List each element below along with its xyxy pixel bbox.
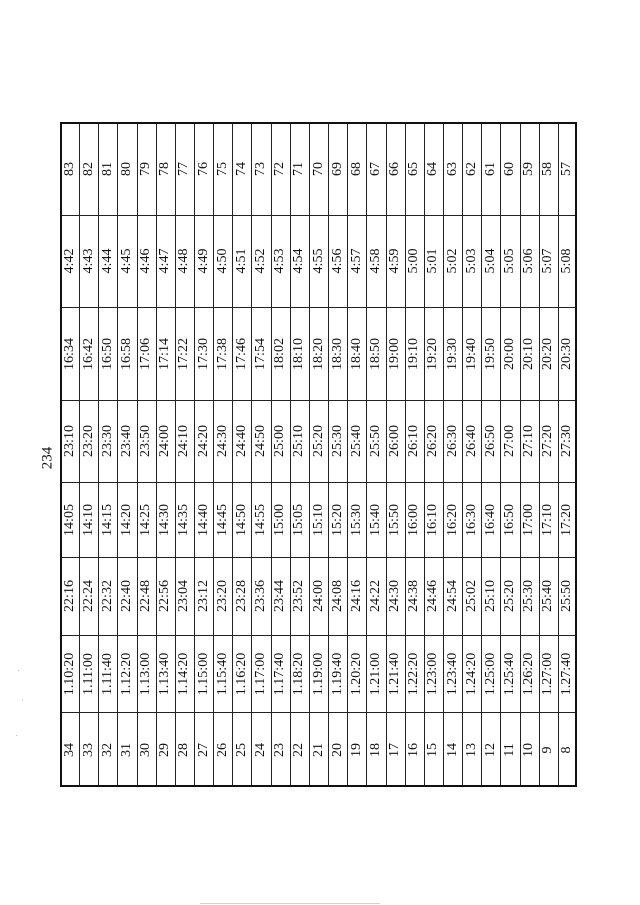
table-cell-text: 1.19:00	[310, 652, 326, 695]
table-cell-text: 15:05	[291, 503, 307, 536]
table-cell-text: 25:20	[501, 580, 517, 612]
table-cell-text: 24:38	[406, 580, 422, 612]
table-row-divider	[194, 122, 195, 787]
table-cell-text: 24:16	[348, 580, 364, 612]
table-cell-text: 26:20	[425, 425, 441, 457]
table-cell-text: 24:40	[233, 425, 249, 457]
table-cell-text: 23:40	[119, 425, 135, 457]
table-cell-text: 31	[119, 742, 135, 757]
table-cell-text: 68	[348, 161, 364, 176]
table-cell-text: 24:20	[195, 425, 211, 457]
table-cell-text: 79	[138, 161, 154, 176]
table-cell-text: 27:10	[521, 425, 537, 457]
page-number-text: 234	[39, 446, 56, 470]
table-cell-text: 17:22	[176, 337, 192, 370]
table-cell-text: 22:56	[157, 580, 173, 612]
table-cell-text: 26	[214, 742, 230, 757]
table-cell-text: 24:00	[157, 425, 173, 457]
scan-artifact	[16, 735, 17, 736]
table-cell-text: 64	[425, 161, 441, 176]
table-cell-text: 27	[195, 742, 211, 757]
table-cell-text: 25:02	[463, 580, 479, 612]
table-cell-text: 26:50	[482, 425, 498, 457]
table-cell-text: 27:00	[501, 425, 517, 457]
table-cell-text: 11	[501, 742, 517, 757]
table-cell-text: 17:46	[233, 337, 249, 370]
table-cell-text: 22:48	[138, 580, 154, 612]
table-cell-text: 8	[559, 746, 575, 753]
table-cell-text: 1.19:40	[329, 652, 345, 695]
table-cell-text: 1.22:20	[406, 652, 422, 695]
table-cell-text: 1.13:40	[157, 652, 173, 695]
table-cell-text: 23:52	[291, 580, 307, 612]
table-cell-text: 5:05	[501, 248, 517, 274]
table-cell-text: 1.10:20	[61, 652, 77, 695]
table-cell-text: 15:50	[387, 503, 403, 536]
table-cell-text: 5:02	[444, 248, 460, 274]
table-cell-text: 15:00	[272, 503, 288, 536]
table-cell-text: 75	[214, 161, 230, 176]
table-cell-text: 28	[176, 742, 192, 757]
table-cell-text: 4:55	[310, 248, 326, 274]
table-cell-text: 15	[425, 742, 441, 757]
table-cell-text: 23:10	[61, 425, 77, 457]
table-cell-text: 82	[80, 161, 96, 176]
table-row-divider	[462, 122, 463, 787]
table-cell-text: 1.16:20	[233, 652, 249, 695]
table-cell-text: 1.27:40	[559, 652, 575, 695]
table-cell-text: 24:46	[425, 580, 441, 612]
table-cell-text: 57	[559, 161, 575, 176]
table-cell-text: 24:08	[329, 580, 345, 612]
table-cell-text: 22:32	[99, 580, 115, 612]
table-cell-text: 71	[291, 161, 307, 176]
table-cell-text: 4:54	[291, 248, 307, 274]
table-cell-text: 17:20	[559, 503, 575, 536]
table-cell-text: 14:50	[233, 503, 249, 536]
table-cell-text: 4:45	[119, 248, 135, 274]
table-cell-text: 16:42	[80, 337, 96, 370]
table-cell-text: 32	[99, 742, 115, 757]
table-cell-text: 16:10	[425, 503, 441, 536]
table-cell-text: 25:30	[521, 580, 537, 612]
table-cell-text: 1.11:00	[80, 652, 96, 695]
table-cell-text: 18:20	[310, 337, 326, 370]
table-cell-text: 26:10	[406, 425, 422, 457]
table-cell-text: 5:01	[425, 248, 441, 274]
table-cell-text: 16:20	[444, 503, 460, 536]
table-cell-text: 5:00	[406, 248, 422, 274]
table-cell-text: 34	[61, 742, 77, 757]
table-cell-text: 72	[272, 161, 288, 176]
table-cell-text: 14:20	[119, 503, 135, 536]
table-cell-text: 4:46	[138, 248, 154, 274]
table-cell-text: 5:03	[463, 248, 479, 274]
table-cell-text: 58	[540, 161, 556, 176]
table-cell-text: 14:10	[80, 503, 96, 536]
table-cell-text: 19:20	[425, 337, 441, 370]
table-cell-text: 17:30	[195, 337, 211, 370]
table-cell-text: 18:10	[291, 337, 307, 370]
table-cell-text: 33	[80, 742, 96, 757]
table-cell-text: 22:40	[119, 580, 135, 612]
table-cell-text: 24:30	[387, 580, 403, 612]
table-cell-text: 4:49	[195, 248, 211, 274]
table-cell-text: 25:30	[329, 425, 345, 457]
table-cell-text: 15:30	[348, 503, 364, 536]
table-cell-text: 16:50	[501, 503, 517, 536]
table-cell-text: 25:40	[540, 580, 556, 612]
table-cell-text: 1.13:00	[138, 652, 154, 695]
table-cell-text: 16:30	[463, 503, 479, 536]
table-cell-text: 4:58	[367, 248, 383, 274]
table-cell-text: 14:35	[176, 503, 192, 536]
table-cell-text: 27:20	[540, 425, 556, 457]
table-cell-text: 81	[99, 161, 115, 176]
table-cell-text: 25:00	[272, 425, 288, 457]
table-row-divider	[443, 122, 444, 787]
table-cell-text: 25:10	[291, 425, 307, 457]
table-cell-text: 1.23:00	[425, 652, 441, 695]
table-cell-text: 17:06	[138, 337, 154, 370]
table-cell-text: 9	[540, 746, 556, 753]
table-cell-text: 23:12	[195, 580, 211, 612]
table-cell-text: 25:50	[559, 580, 575, 612]
table-cell-text: 1.15:00	[195, 652, 211, 695]
table-cell-text: 20:00	[501, 337, 517, 370]
table-cell-text: 30	[138, 742, 154, 757]
table-cell-text: 1.25:40	[501, 652, 517, 695]
table-cell-text: 14	[444, 742, 460, 757]
table-cell-text: 18:30	[329, 337, 345, 370]
table-cell-text: 26:30	[444, 425, 460, 457]
table-cell-text: 4:48	[176, 248, 192, 274]
table-cell-text: 19	[348, 742, 364, 757]
table-cell-text: 21	[310, 742, 326, 757]
table-cell-text: 4:59	[387, 248, 403, 274]
scan-artifact	[18, 670, 19, 671]
table-cell-text: 66	[387, 161, 403, 176]
table-row-divider	[79, 122, 80, 787]
table-cell-text: 77	[176, 161, 192, 176]
table-cell-text: 5:06	[521, 248, 537, 274]
table-cell-text: 4:56	[329, 248, 345, 274]
table-cell-text: 1.17:40	[272, 652, 288, 695]
table-cell-text: 16:40	[482, 503, 498, 536]
table-cell-text: 4:51	[233, 248, 249, 274]
table-cell-text: 17:10	[540, 503, 556, 536]
table-cell-text: 24:22	[367, 580, 383, 612]
table-cell-text: 24:00	[310, 580, 326, 612]
table-cell-text: 12	[482, 742, 498, 757]
table-cell-text: 23:04	[176, 580, 192, 612]
table-cell-text: 15:40	[367, 503, 383, 536]
table-cell-text: 24:54	[444, 580, 460, 612]
table-cell-text: 5:04	[482, 248, 498, 274]
table-cell-text: 1.20:20	[348, 652, 364, 695]
table-cell-text: 19:00	[387, 337, 403, 370]
table-cell-text: 25:10	[482, 580, 498, 612]
table-row-divider	[309, 122, 310, 787]
scan-artifact	[200, 903, 380, 904]
table-cell-text: 1.11:40	[99, 652, 115, 695]
table-cell-text: 26:40	[463, 425, 479, 457]
table-cell-text: 16:34	[61, 337, 77, 370]
table-cell-text: 22:16	[61, 580, 77, 612]
table-cell-text: 23:50	[138, 425, 154, 457]
table-cell-text: 10	[521, 742, 537, 757]
table-cell-text: 23:28	[233, 580, 249, 612]
table-cell-text: 1.27:00	[540, 652, 556, 695]
table-cell-text: 62	[463, 161, 479, 176]
table-cell-text: 63	[444, 161, 460, 176]
table-cell-text: 19:40	[463, 337, 479, 370]
table-cell-text: 69	[329, 161, 345, 176]
table-cell-text: 4:43	[80, 248, 96, 274]
table-cell-text: 4:52	[253, 248, 269, 274]
table-cell-text: 59	[521, 161, 537, 176]
scan-artifact	[22, 700, 23, 701]
table-cell-text: 20:10	[521, 337, 537, 370]
table-cell-text: 73	[253, 161, 269, 176]
table-cell-text: 24:50	[253, 425, 269, 457]
table-cell-text: 17	[387, 742, 403, 757]
table-cell-text: 23	[272, 742, 288, 757]
table-cell-text: 4:47	[157, 248, 173, 274]
table-cell-text: 4:57	[348, 248, 364, 274]
table-cell-text: 5:08	[559, 248, 575, 274]
table-cell-text: 15:20	[329, 503, 345, 536]
table-cell-text: 5:07	[540, 248, 556, 274]
table-row-divider	[328, 122, 329, 787]
table-cell-text: 83	[61, 161, 77, 176]
table-cell-text: 14:15	[99, 503, 115, 536]
table-cell-text: 16:58	[119, 337, 135, 370]
table-cell-text: 1.17:00	[253, 652, 269, 695]
table-cell-text: 18	[367, 742, 383, 757]
table-cell-text: 23:36	[253, 580, 269, 612]
table-cell-text: 16:50	[99, 337, 115, 370]
table-cell-text: 1.25:00	[482, 652, 498, 695]
table-cell-text: 1.24:20	[463, 652, 479, 695]
table-cell-text: 67	[367, 161, 383, 176]
table-cell-text: 25	[233, 742, 249, 757]
table-cell-text: 1.26:20	[521, 652, 537, 695]
table-cell-text: 80	[119, 161, 135, 176]
table-cell-text: 19:50	[482, 337, 498, 370]
table-cell-text: 24:10	[176, 425, 192, 457]
table-cell-text: 76	[195, 161, 211, 176]
table-cell-text: 25:40	[348, 425, 364, 457]
table-cell-text: 14:55	[253, 503, 269, 536]
table-cell-text: 15:10	[310, 503, 326, 536]
table-cell-text: 1.12:20	[119, 652, 135, 695]
table-cell-text: 1.21:00	[367, 652, 383, 695]
table-cell-text: 1.15:40	[214, 652, 230, 695]
table-cell-text: 4:44	[99, 248, 115, 274]
table-cell-text: 18:50	[367, 337, 383, 370]
table-cell-text: 23:20	[214, 580, 230, 612]
table-cell-text: 18:40	[348, 337, 364, 370]
table-cell-text: 19:10	[406, 337, 422, 370]
table-cell-text: 16:00	[406, 503, 422, 536]
table-cell-text: 13	[463, 742, 479, 757]
table-cell-text: 17:54	[253, 337, 269, 370]
table-cell-text: 4:53	[272, 248, 288, 274]
table-cell-text: 1.23:40	[444, 652, 460, 695]
table-cell-text: 17:38	[214, 337, 230, 370]
table-cell-text: 20:30	[559, 337, 575, 370]
table-cell-text: 20:20	[540, 337, 556, 370]
table-cell-text: 78	[157, 161, 173, 176]
table-cell-text: 14:30	[157, 503, 173, 536]
table-cell-text: 23:30	[99, 425, 115, 457]
table-cell-text: 25:20	[310, 425, 326, 457]
table-cell-text: 4:42	[61, 248, 77, 274]
table-cell-text: 1.21:40	[387, 652, 403, 695]
table-cell-text: 14:25	[138, 503, 154, 536]
table-cell-text: 22	[291, 742, 307, 757]
table-cell-text: 23:44	[272, 580, 288, 612]
table-cell-text: 24:30	[214, 425, 230, 457]
table-cell-text: 25:50	[367, 425, 383, 457]
table-cell-text: 1.14:20	[176, 652, 192, 695]
table-cell-text: 70	[310, 161, 326, 176]
table-cell-text: 60	[501, 161, 517, 176]
table-cell-text: 61	[482, 161, 498, 176]
table-cell-text: 29	[157, 742, 173, 757]
table-cell-text: 14:40	[195, 503, 211, 536]
score-table	[60, 122, 577, 787]
table-cell-text: 23:20	[80, 425, 96, 457]
table-cell-text: 14:05	[61, 503, 77, 536]
table-cell-text: 18:02	[272, 337, 288, 370]
table-cell-text: 24	[253, 742, 269, 757]
table-cell-text: 19:30	[444, 337, 460, 370]
table-cell-text: 1.18:20	[291, 652, 307, 695]
table-cell-text: 17:00	[521, 503, 537, 536]
table-cell-text: 17:14	[157, 337, 173, 370]
table-cell-text: 26:00	[387, 425, 403, 457]
table-cell-text: 74	[233, 161, 249, 176]
table-cell-text: 22:24	[80, 580, 96, 612]
table-cell-text: 14:45	[214, 503, 230, 536]
table-cell-text: 27:30	[559, 425, 575, 457]
table-cell-text: 16	[406, 742, 422, 757]
table-cell-text: 4:50	[214, 248, 230, 274]
table-cell-text: 65	[406, 161, 422, 176]
table-cell-text: 20	[329, 742, 345, 757]
